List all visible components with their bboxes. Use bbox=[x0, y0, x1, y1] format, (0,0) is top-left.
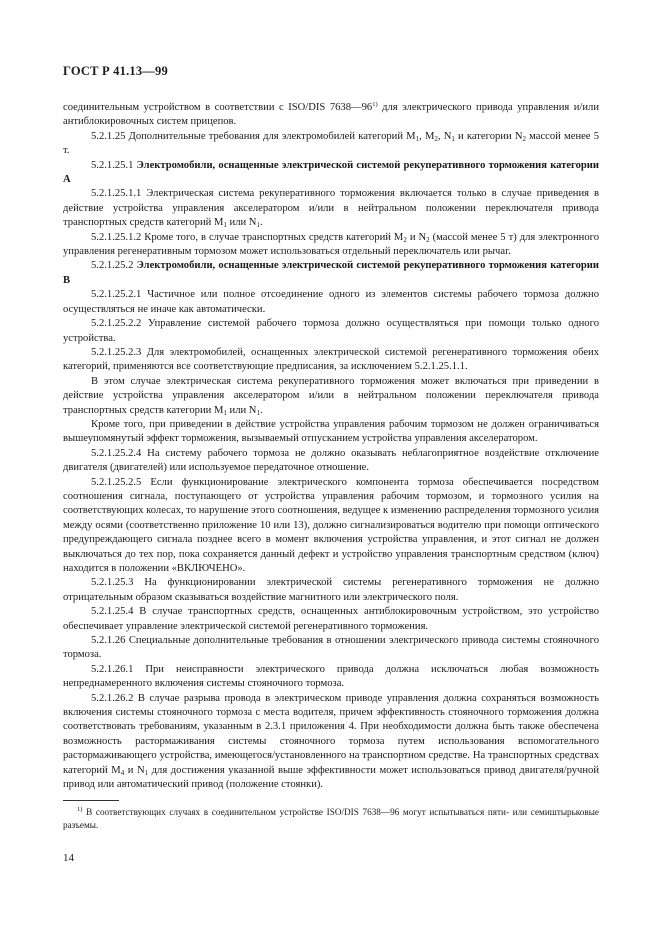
clause-5-2-1-25-1-1: 5.2.1.25.1.1 Электрическая система рекуперативного торможения включается только в случае приведения в действие устройства управления акселератором и/или в нейтральном положении переключателя привода транспортных средств категорий $M_1$ или $N_1$. bbox=[63, 188, 599, 230]
clause-5-2-1-25-2-5: 5.2.1.25.2.5 Если функционирование электрического компонента тормоза обеспечивается посредством соотношения сигнала, поступающего от устройства управления рабочим тормозом, и тормозного усилия на соответствующих колесах, то нарушение этого соотношения, ведущее к изменению распределения тормозного усилия между осями (соответственно приложение 10 или 13), должно сигнализироваться водителю при помощи оптического предупреждающего сигнала позднее всего в момент включения устройства управления, и этот сигнал не должен выключаться до тех пор, пока сохраняется данный дефект и устройство управления транспортным средством (ключ) находится в положении «ВКЛЮЧЕНО». bbox=[63, 476, 599, 574]
clause-5-2-1-26-2: 5.2.1.26.2 В случае разрыва провода в электрическом приводе управления должна сохраняться возможность включения системы стояночного тормоза с места водителя, причем эффективность стояночного торможения должна соответствовать требованиям, указанным в 2.3.1 приложения 4. При необходимости должна быть также обеспечена возможность растормаживания системы стояночного тормоза путем использования вспомогательного растормаживающего устройства, имеющегося/установленного на транспортном средстве. На транспортных средствах категорий $M_4$ и $N_1$ для достижения указанной выше эффективности может использоваться привод двигателя/ручной привод или автоматический привод (положение стоянки). bbox=[63, 692, 599, 791]
clause-5-2-1-25-1: 5.2.1.25.1 Электромобили, оснащенные электрической системой рекуперативного торможения категории А bbox=[63, 159, 600, 186]
footnote bbox=[63, 806, 599, 832]
footnote-mark: 1) bbox=[77, 806, 83, 813]
clause-5-2-1-25-2-1: 5.2.1.25.2.1 Частичное или полное отсоединение одного из элементов системы рабочего тормоза должно осуществляться не иначе как автоматически. bbox=[63, 289, 599, 315]
clause-5-2-1-26: 5.2.1.26 Специальные дополнительные требования в отношении электрического привода системы стояночного тормоза. bbox=[63, 635, 599, 661]
page-number: 14 bbox=[63, 852, 74, 864]
clause-heading: Электромобили, оснащенные электрической системой рекуперативного торможения категории А bbox=[63, 159, 600, 186]
clause-5-2-1-25-2-3: 5.2.1.25.2.3 Для электромобилей, оснащенных электрической системой регенеративного торможения обеих категорий, применяются все соответствующие предписания, за исключением 5.2.1.25.1.1. bbox=[63, 346, 599, 373]
clause-5-2-1-25: 5.2.1.25 Дополнительные требования для электромобилей категорий $M_1$, $M_2$, $N_1$ и категории $N_2$ массой менее 5 т. bbox=[63, 130, 599, 157]
clause-5-2-1-25-2-2: 5.2.1.25.2.2 Управление системой рабочего тормоза должно осуществляться при помощи только одного устройства. bbox=[63, 318, 599, 344]
clause-5-2-1-25-1-2: 5.2.1.25.1.2 Кроме того, в случае транспортных средств категорий $M_2$ и $N_2$ (массой менее 5 т) для электронного управления регенеративным тормозом может использоваться отдельный переключатель или рычаг. bbox=[63, 231, 599, 258]
clause-5-2-1-25-3: 5.2.1.25.3 На функционировании электрической системы регенеративного торможения не должно отрицательным образом сказываться воздействие магнитного или электрического поля. bbox=[63, 577, 599, 603]
footnote-ref: 1) bbox=[372, 101, 378, 108]
clause-5-2-1-25-2-4: 5.2.1.25.2.4 На систему рабочего тормоза не должно оказывать неблагоприятное воздействие отключение двигателя (двигателей) или используемое передаточное отношение. bbox=[63, 447, 599, 474]
main-text bbox=[63, 101, 599, 793]
clause-5-2-1-26-1: 5.2.1.26.1 При неисправности электрического привода должна исключаться любая возможность непреднамеренного включения системы стояночного тормоза. bbox=[63, 663, 599, 690]
clause-5-2-1-25-2: 5.2.1.25.2 Электромобили, оснащенные электрической системой рекуперативного торможения категории В bbox=[63, 260, 600, 286]
page-header-standard-code: ГОСТ Р 41.13—99 bbox=[63, 64, 168, 78]
paragraph: Кроме того, при приведении в действие устройства управления рабочим тормозом не должен ограничиваться вышеупомянутый эффект торможения, вызываемый отпусканием устройства управления акселератором. bbox=[63, 418, 599, 445]
paragraph: В этом случае электрическая система рекуперативного торможения может включаться при приведении в действие устройства управления акселератором и/или в нейтральном положении переключателя привода транспортных средств категории $M_1$ или $N_1$. bbox=[63, 375, 599, 417]
clause-heading: Электромобили, оснащенные электрической системой рекуперативного торможения категории В bbox=[63, 260, 600, 286]
footnote-separator bbox=[63, 800, 119, 801]
footnote-text: В соответствующих случаях в соединительном устройстве ISO/DIS 7638—96 могут испытываться пяти- или семиштырьковые разъемы. bbox=[63, 807, 599, 830]
clause-5-2-1-25-4: 5.2.1.25.4 В случае транспортных средств, оснащенных антиблокировочным устройством, это устройство обеспечивает управление электрической системой регенеративного торможения. bbox=[63, 606, 599, 632]
paragraph: соединительным устройством в соответствии с ISO/DIS 7638—96$^{1)}$ для электрического привода управления и/или антиблокировочных систем прицепов. bbox=[63, 101, 599, 128]
